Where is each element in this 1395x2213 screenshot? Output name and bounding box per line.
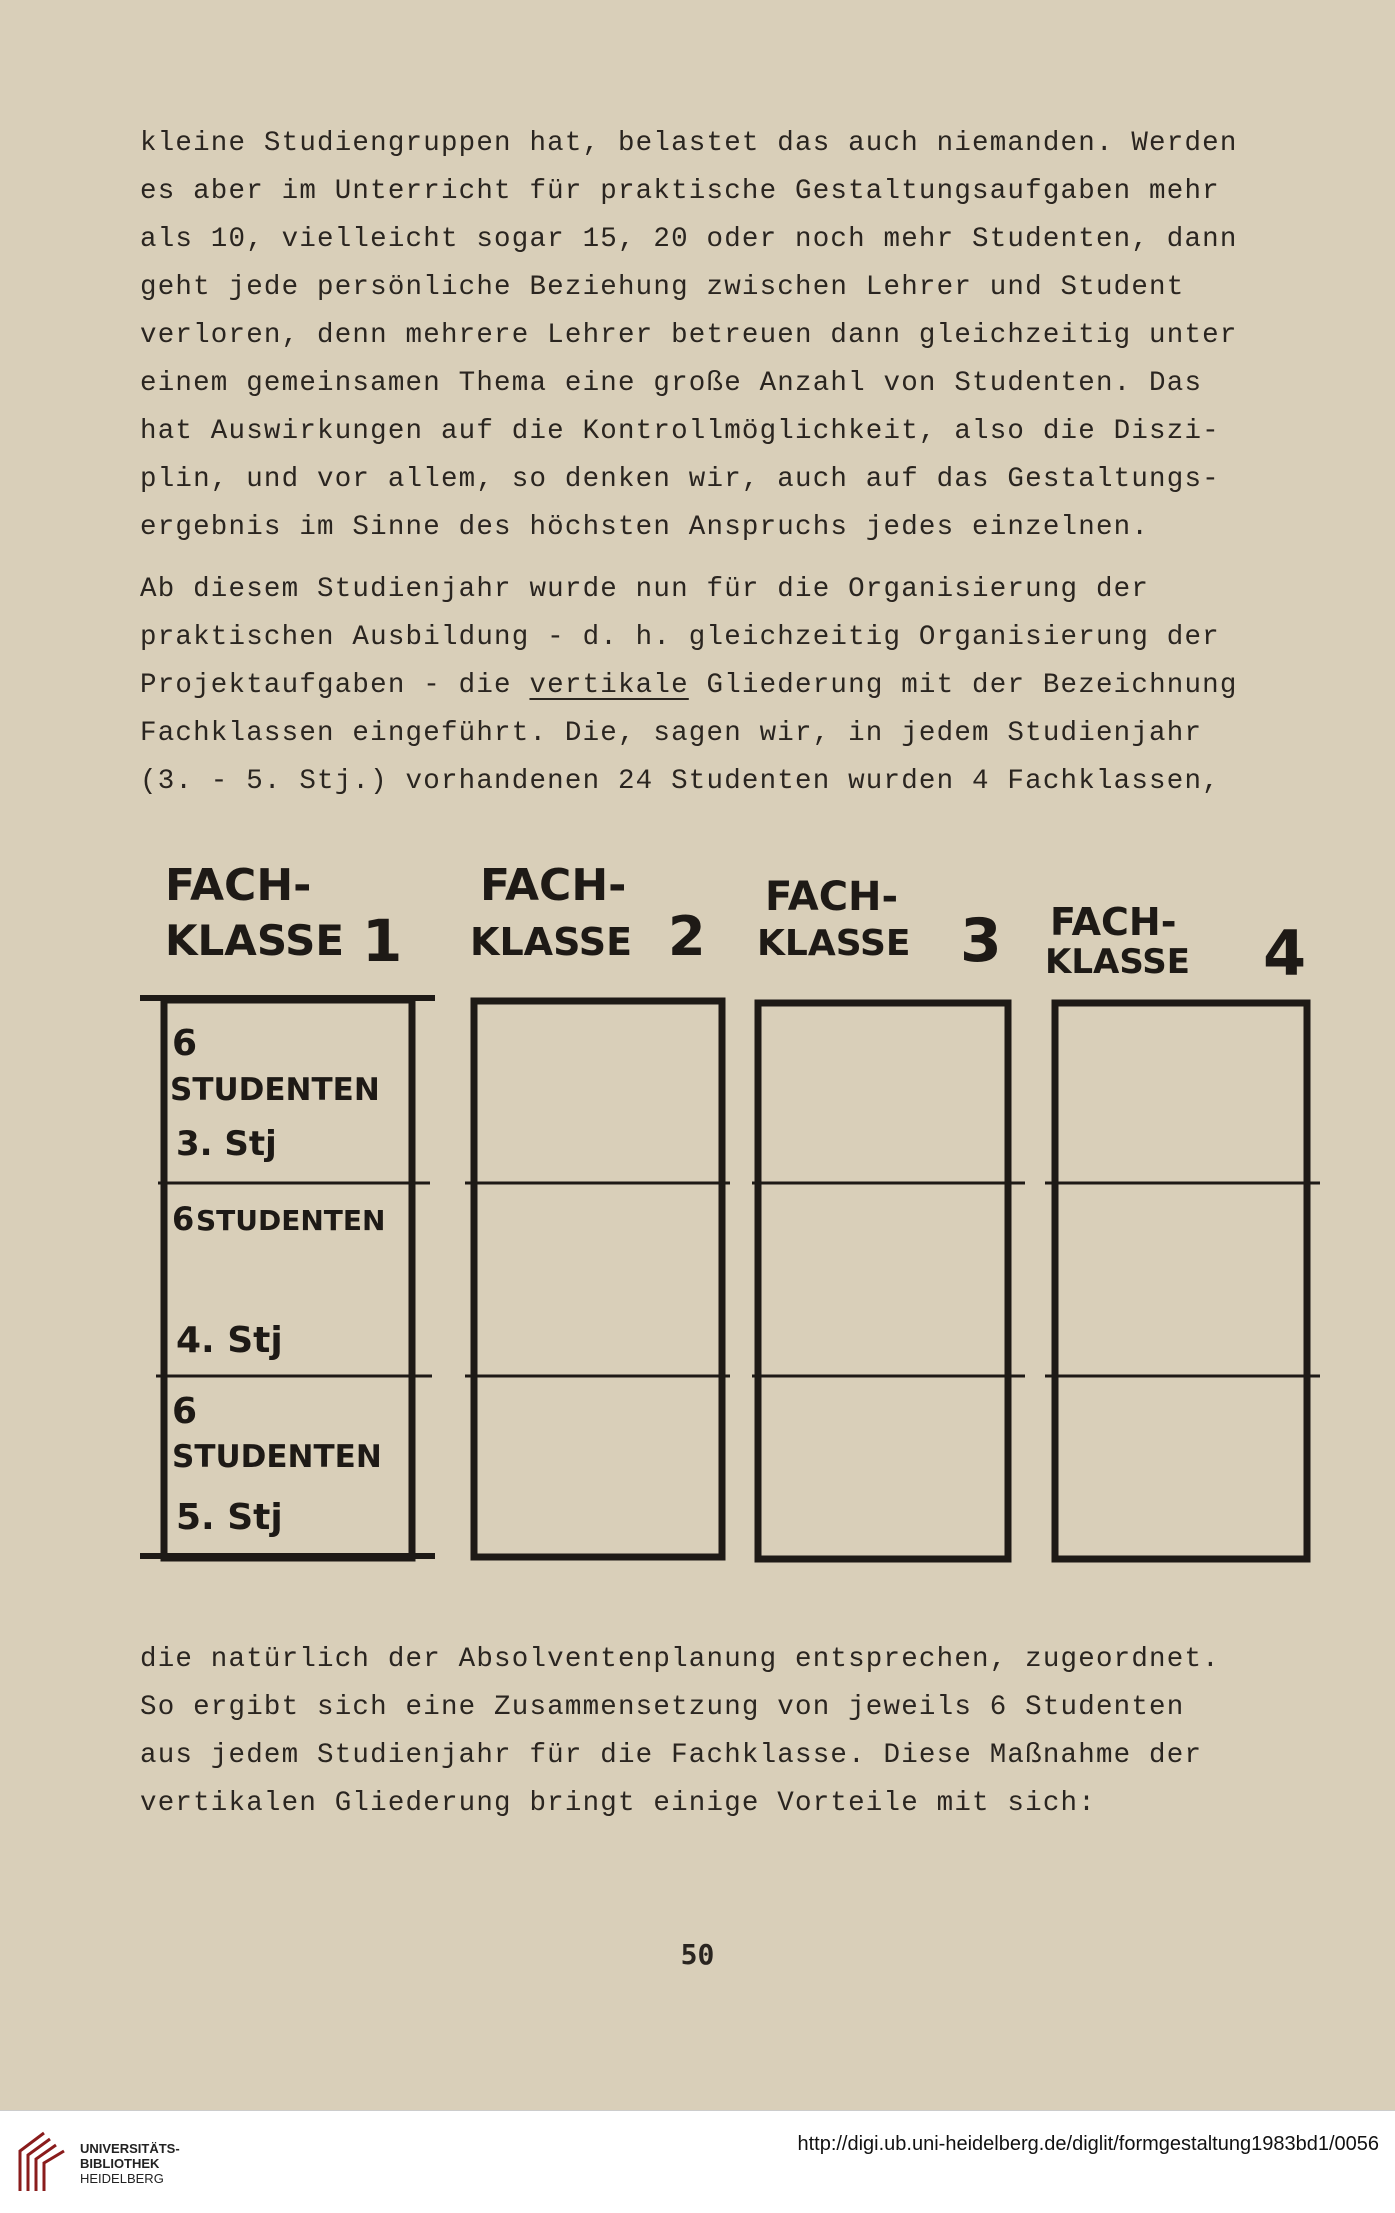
- heading-line: FACH-: [765, 874, 899, 920]
- cell-label: STUDENTEN: [172, 1439, 382, 1475]
- cell-year: 4. Stj: [176, 1320, 283, 1361]
- cell-4-stj: [172, 1200, 385, 1361]
- cell-year: 3. Stj: [176, 1124, 277, 1164]
- text-line: die natürlich der Absolventenplanung entsprechen, zugeordnet.: [140, 1644, 1220, 1675]
- heading-fachklasse-3: [757, 874, 1002, 976]
- text-line: (3. - 5. Stj.) vorhandenen 24 Studenten wurden 4 Fachklassen,: [140, 766, 1220, 797]
- text-line: kleine Studiengruppen hat, belastet das auch niemanden. Werden: [140, 128, 1238, 159]
- logo-line: UNIVERSITÄTS-: [80, 2141, 180, 2156]
- heading-fachklasse-1: [165, 860, 402, 975]
- text-line: So ergibt sich eine Zusammensetzung von jeweils 6 Studenten: [140, 1692, 1185, 1723]
- fachklassen-diagram: [140, 855, 1340, 1575]
- heading-line: KLASSE: [165, 916, 345, 965]
- paragraph-3: [140, 1636, 1340, 1828]
- paragraph-1: [140, 120, 1340, 552]
- heading-fachklasse-4: [1045, 900, 1306, 990]
- source-url-link[interactable]: http://digi.ub.uni-heidelberg.de/diglit/formgestaltung1983bd1/0056: [797, 2133, 1379, 2155]
- heading-number: 2: [668, 905, 706, 968]
- library-logo-icon: [14, 2129, 70, 2195]
- heading-fachklasse-2: [470, 860, 706, 968]
- text-segment: Gliederung mit der Bezeichnung: [688, 670, 1238, 701]
- cell-5-stj: [172, 1391, 382, 1538]
- heading-line: FACH-: [1050, 900, 1177, 944]
- cell-count: 6: [172, 1391, 198, 1432]
- library-logo-text: [80, 2141, 180, 2186]
- logo-line: HEIDELBERG: [80, 2171, 164, 2186]
- text-line: vertikalen Gliederung bringt einige Vorteile mit sich:: [140, 1788, 1096, 1819]
- logo-line: BIBLIOTHEK: [80, 2156, 160, 2171]
- text-line: plin, und vor allem, so denken wir, auch auf das Gestaltungs-: [140, 464, 1220, 495]
- text-line: praktischen Ausbildung - d. h. gleichzeitig Organisierung der: [140, 622, 1220, 653]
- fachklassen-drawing: [140, 855, 1340, 1575]
- paragraph-2: [140, 566, 1340, 806]
- text-line: geht jede persönliche Beziehung zwischen Lehrer und Student: [140, 272, 1185, 303]
- text-line: Ab diesem Studienjahr wurde nun für die Organisierung der: [140, 574, 1150, 605]
- text-line: [140, 662, 1340, 710]
- heading-number: 4: [1263, 917, 1307, 990]
- text-line: einem gemeinsamen Thema eine große Anzahl von Studenten. Das: [140, 368, 1203, 399]
- text-line: Fachklassen eingeführt. Die, sagen wir, in jedem Studienjahr: [140, 718, 1203, 749]
- viewer-footer: [0, 2110, 1395, 2213]
- text-line: es aber im Unterricht für praktische Gestaltungsaufgaben mehr: [140, 176, 1220, 207]
- cell-label: STUDENTEN: [196, 1204, 386, 1237]
- cell-label: STUDENTEN: [170, 1072, 380, 1108]
- cell-3-stj: [170, 1023, 380, 1164]
- column-box-4: [1045, 1003, 1320, 1559]
- heading-number: 1: [362, 907, 403, 975]
- heading-line: KLASSE: [470, 920, 633, 964]
- column-box-2: [465, 1001, 730, 1557]
- heading-number: 3: [960, 906, 1002, 976]
- cell-count: 6: [172, 1200, 195, 1238]
- text-line: aus jedem Studienjahr für die Fachklasse. Diese Maßnahme der: [140, 1740, 1203, 1771]
- cell-year: 5. Stj: [176, 1497, 283, 1538]
- heading-line: FACH-: [480, 860, 627, 911]
- text-segment: Projektaufgaben - die: [140, 670, 530, 701]
- text-line: hat Auswirkungen auf die Kontrollmöglichkeit, also die Diszi-: [140, 416, 1220, 447]
- page-number: 50: [680, 1938, 715, 1971]
- underlined-word: vertikale: [529, 670, 689, 701]
- text-line: als 10, vielleicht sogar 15, 20 oder noch mehr Studenten, dann: [140, 224, 1238, 255]
- column-box-3: [752, 1003, 1025, 1559]
- cell-count: 6: [172, 1023, 198, 1064]
- heading-line: FACH-: [165, 860, 312, 911]
- text-line: ergebnis im Sinne des höchsten Anspruchs jedes einzelnen.: [140, 512, 1150, 543]
- text-line: verloren, denn mehrere Lehrer betreuen dann gleichzeitig unter: [140, 320, 1238, 351]
- heading-line: KLASSE: [1045, 942, 1190, 982]
- heading-line: KLASSE: [757, 923, 911, 964]
